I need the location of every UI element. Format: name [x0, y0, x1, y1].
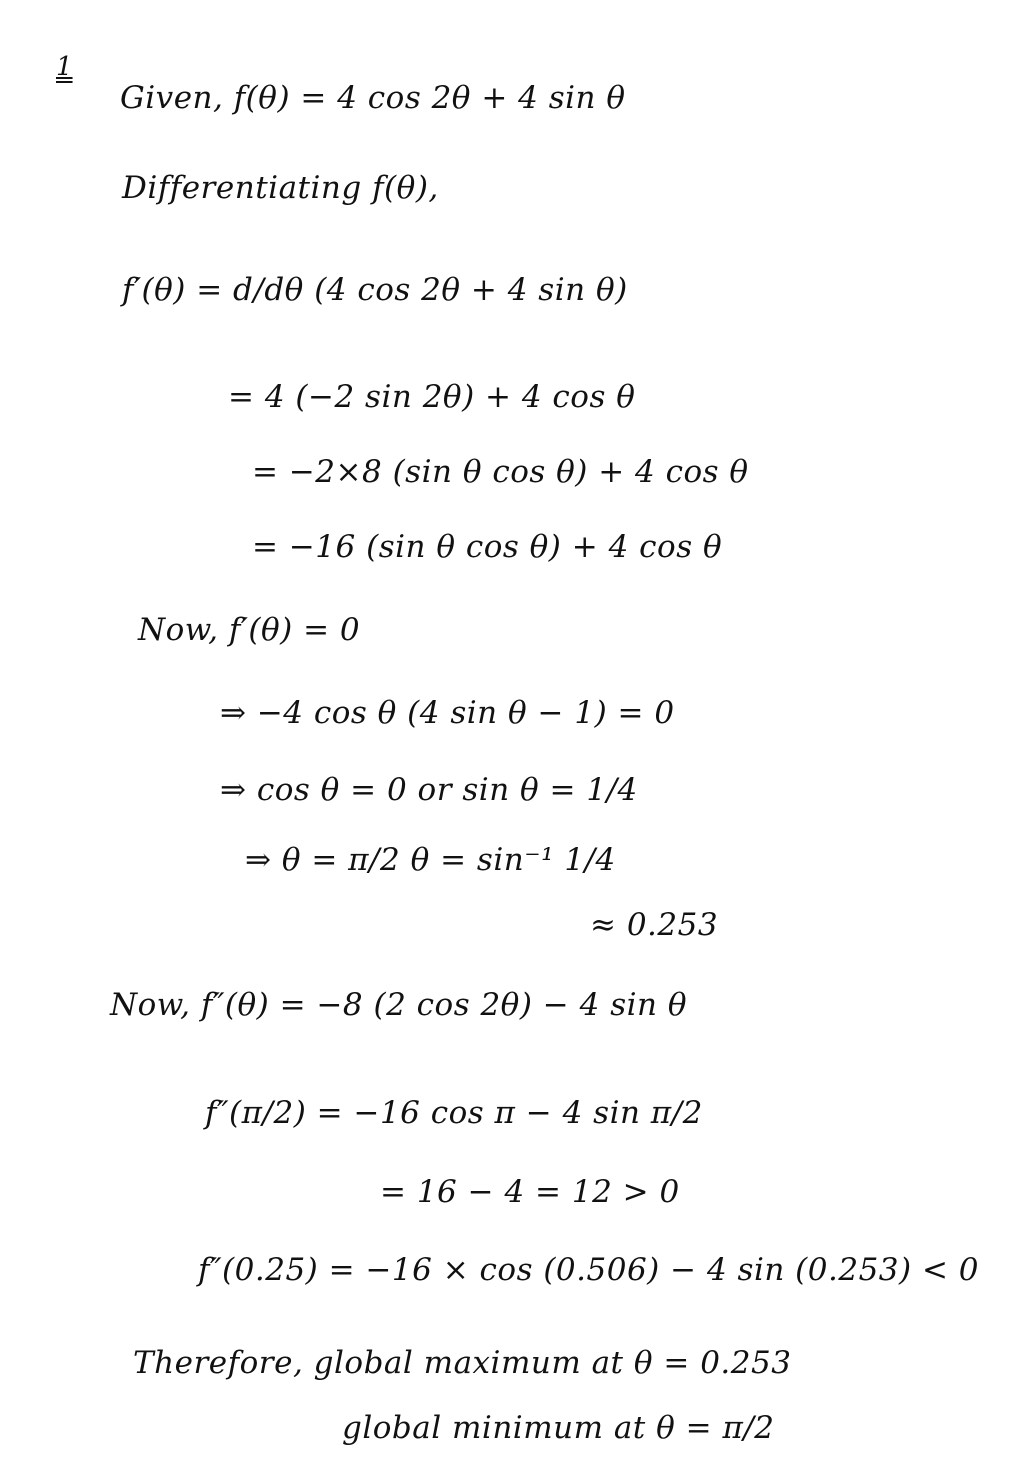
approx-value: ≈ 0.253 — [590, 907, 719, 943]
derivative-line-1: f′(θ) = d/dθ (4 cos 2θ + 4 sin θ) — [122, 272, 628, 308]
critical-point-heading: Now, f′(θ) = 0 — [138, 612, 361, 648]
conclusion-maximum: Therefore, global maximum at θ = 0.253 — [133, 1345, 792, 1381]
second-derivative-line: Now, f″(θ) = −8 (2 cos 2θ) − 4 sin θ — [110, 987, 687, 1023]
case-split: ⇒ cos θ = 0 or sin θ = 1/4 — [220, 772, 638, 808]
second-derivative-at-0-25: f″(0.25) = −16 × cos (0.506) − 4 sin (0.253) < 0 — [198, 1252, 980, 1288]
derivative-line-2: = 4 (−2 sin 2θ) + 4 cos θ — [228, 379, 636, 415]
conclusion-minimum: global minimum at θ = π/2 — [342, 1410, 775, 1446]
derivative-line-4: = −16 (sin θ cos θ) + 4 cos θ — [252, 529, 723, 565]
given-line: Given, f(θ) = 4 cos 2θ + 4 sin θ — [120, 80, 626, 116]
factored-equation: ⇒ −4 cos θ (4 sin θ − 1) = 0 — [220, 695, 675, 731]
question-number: 1 — [56, 52, 73, 82]
derivative-line-3: = −2×8 (sin θ cos θ) + 4 cos θ — [252, 454, 749, 490]
second-derivative-result: = 16 − 4 = 12 > 0 — [380, 1174, 680, 1210]
second-derivative-at-pi-half: f″(π/2) = −16 cos π − 4 sin π/2 — [205, 1095, 703, 1131]
differentiating-heading: Differentiating f(θ), — [122, 170, 439, 206]
critical-values: ⇒ θ = π/2 θ = sin⁻¹ 1/4 — [245, 842, 616, 878]
